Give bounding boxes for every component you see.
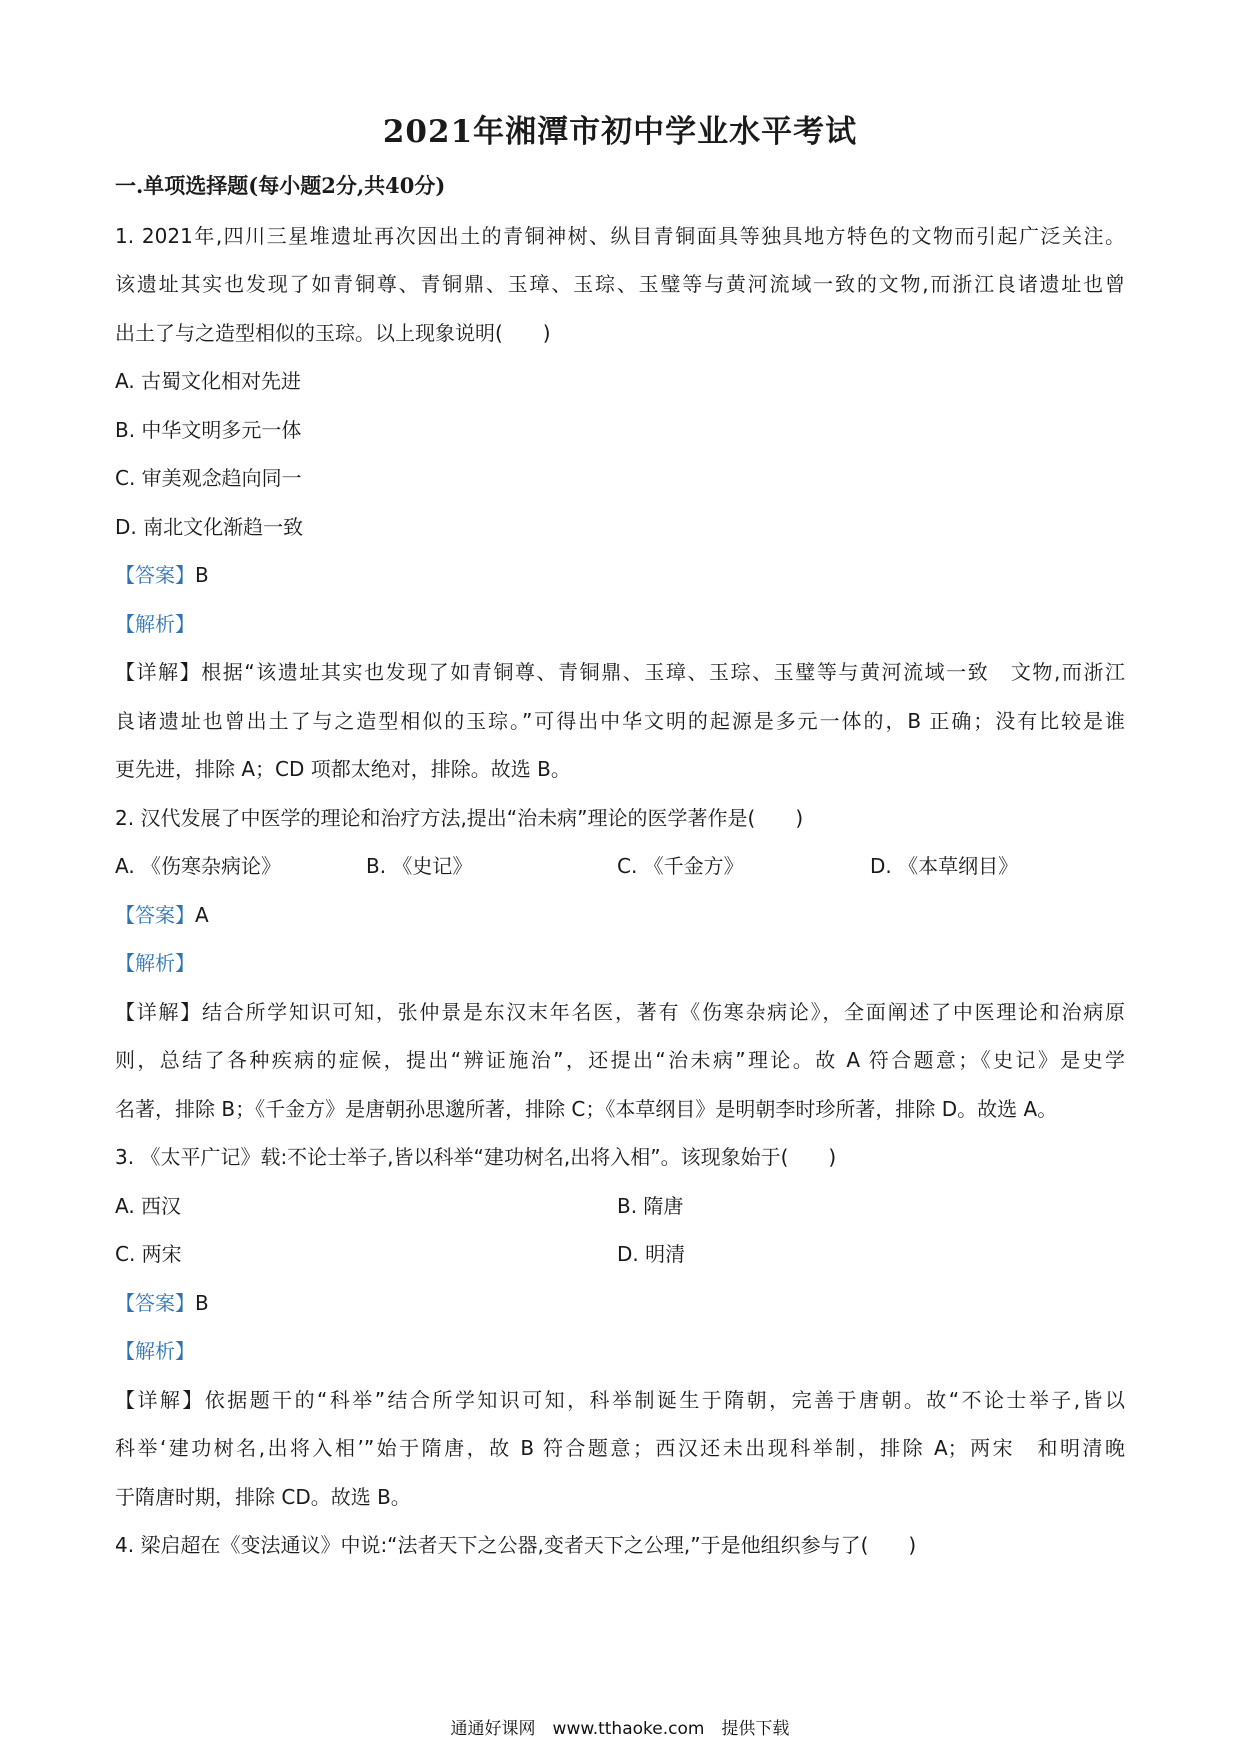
q1-stem-line-2: 该遗址其实也发现了如青铜尊、青铜鼎、玉璋、玉琮、玉璧等与黄河流域一致的文物,而浙江良诸遗址也曾 <box>115 272 1125 296</box>
q1-option-b: B. 中华文明多元一体 <box>115 418 302 442</box>
q3-answer <box>115 1289 209 1317</box>
q1-stem-line-3: 出土了与之造型相似的玉琮。以上现象说明( ) <box>115 321 551 345</box>
q2-detail-line-3: 名著，排除 B；《千金方》是唐朝孙思邈所著，排除 C；《本草纲目》是明朝李时珍所著，排除 D。故选 A。 <box>115 1097 1058 1121</box>
section-heading: 一.单项选择题(每小题2分,共40分) <box>115 173 446 198</box>
q1-analysis-tag: 【解析】 <box>115 612 195 636</box>
q1-option-a: A. 古蜀文化相对先进 <box>115 369 302 393</box>
q4-stem: 4. 梁启超在《变法通议》中说:“法者天下之公器,变者天下之公理,”于是他组织参与了( ) <box>115 1533 917 1557</box>
q3-option-a: A. 西汉 <box>115 1194 182 1218</box>
q1-detail-line-1 <box>115 658 1125 686</box>
q1-answer <box>115 561 209 589</box>
q2-analysis-tag: 【解析】 <box>115 951 195 975</box>
q3-option-c: C. 两宋 <box>115 1242 182 1266</box>
q1-detail-line-3: 更先进，排除 A；CD 项都太绝对，排除。故选 B。 <box>115 757 571 781</box>
answer-tag: 【答案】 <box>115 563 195 587</box>
answer-tag: 【答案】 <box>115 903 195 927</box>
q1-option-c: C. 审美观念趋向同一 <box>115 466 302 490</box>
q2-option-b: B. 《史记》 <box>366 854 473 878</box>
q2-detail-text-1: 结合所学知识可知，张仲景是东汉末年名医，著有《伤寒杂病论》，全面阐述了中医理论和治病原 <box>201 1000 1125 1024</box>
q3-answer-value: B <box>195 1291 209 1315</box>
q2-detail-line-2: 则，总结了各种疾病的症候，提出“辨证施治”，还提出“治未病”理论。故 A 符合题意；《史记》是史学 <box>115 1048 1125 1072</box>
q1-detail-text-1: 根据“该遗址其实也发现了如青铜尊、青铜鼎、玉璋、玉琮、玉璧等与黄河流域一致 文物,而浙江 <box>201 660 1125 684</box>
answer-tag: 【答案】 <box>115 1291 195 1315</box>
q1-option-d: D. 南北文化渐趋一致 <box>115 515 304 539</box>
q2-answer <box>115 901 209 929</box>
q2-option-c: C. 《千金方》 <box>617 854 744 878</box>
exam-title: 2021年湘潭市初中学业水平考试 <box>382 114 858 150</box>
q2-answer-value: A <box>195 903 209 927</box>
q2-option-d: D. 《本草纲目》 <box>870 854 1019 878</box>
q3-analysis-tag: 【解析】 <box>115 1339 195 1363</box>
detail-tag: 【详解】 <box>115 660 202 684</box>
page-footer: 通通好课网 www.tthaoke.com 提供下载 <box>450 1719 790 1739</box>
q3-option-d: D. 明清 <box>617 1242 686 1266</box>
q2-detail-line-1 <box>115 998 1125 1026</box>
q3-option-b: B. 隋唐 <box>617 1194 684 1218</box>
q3-stem: 3. 《太平广记》载:不论士举子,皆以科举“建功树名,出将入相”。该现象始于( ) <box>115 1145 837 1169</box>
q1-stem-line-1: 1. 2021年,四川三星堆遗址再次因出土的青铜神树、纵目青铜面具等独具地方特色的文物而引起广泛关注。 <box>115 224 1125 248</box>
q2-stem: 2. 汉代发展了中医学的理论和治疗方法,提出“治未病”理论的医学著作是( ) <box>115 806 804 830</box>
q1-answer-value: B <box>195 563 209 587</box>
q3-detail-line-2: 科举‘建功树名,出将入相’”始于隋唐，故 B 符合题意；西汉还未出现科举制，排除 A；两宋 和明清晚 <box>115 1436 1125 1460</box>
detail-tag: 【详解】 <box>115 1000 202 1024</box>
q3-detail-text-1: 依据题干的“科举”结合所学知识可知，科举制诞生于隋朝，完善于唐朝。故“不论士举子,皆以 <box>204 1388 1125 1412</box>
q3-detail-line-3: 于隋唐时期，排除 CD。故选 B。 <box>115 1485 411 1509</box>
q1-detail-line-2: 良诸遗址也曾出土了与之造型相似的玉琮。”可得出中华文明的起源是多元一体的，B 正确；没有比较是谁 <box>115 709 1125 733</box>
q2-option-a: A. 《伤寒杂病论》 <box>115 854 282 878</box>
detail-tag: 【详解】 <box>115 1388 205 1412</box>
q3-detail-line-1 <box>115 1386 1125 1414</box>
